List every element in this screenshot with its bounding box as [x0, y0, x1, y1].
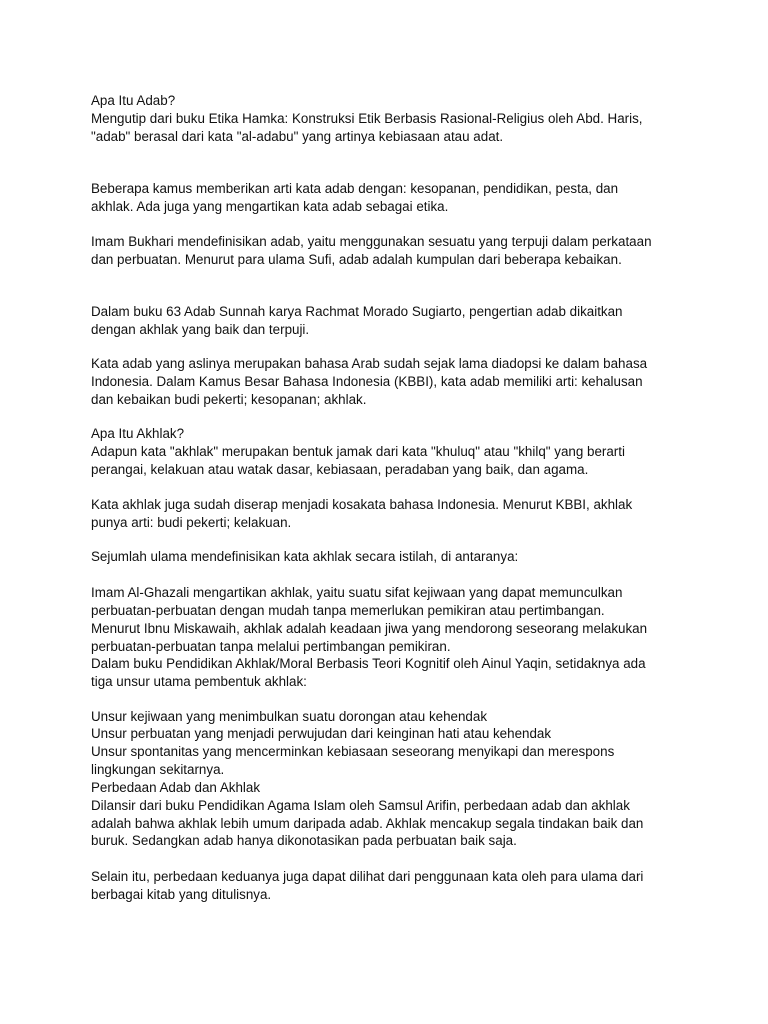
text-line: berbagai kitab yang ditulisnya.: [91, 887, 272, 902]
text-line: lingkungan sekitarnya.: [91, 762, 225, 777]
text-line: adalah bahwa akhlak lebih umum daripada adab. Akhlak mencakup segala tindakan baik dan: [91, 816, 644, 831]
heading-perbedaan-adab-dan-akhlak: Perbedaan Adab dan Akhlak: [91, 780, 261, 795]
list-item: Unsur perbuatan yang menjadi perwujudan dari keinginan hati atau kehendak: [91, 726, 552, 741]
heading-apa-itu-akhlak: Apa Itu Akhlak?: [91, 426, 185, 441]
list-item: Unsur spontanitas yang mencerminkan kebiasaan seseorang menyikapi dan merespons: [91, 744, 615, 759]
text-line: dan kebaikan budi pekerti; kesopanan; akhlak.: [91, 392, 367, 407]
text-line: buruk. Sedangkan adab hanya dikonotasikan pada perbuatan baik saja.: [91, 833, 517, 848]
text-line: dan perbuatan. Menurut para ulama Sufi, adab adalah kumpulan dari beberapa kebaikan.: [91, 252, 622, 267]
text-line: perbuatan-perbuatan tanpa melalui pertimbangan pemikiran.: [91, 639, 451, 654]
text-line: Dalam buku 63 Adab Sunnah karya Rachmat Morado Sugiarto, pengertian adab dikaitkan: [91, 304, 623, 319]
text-line: Menurut Ibnu Miskawaih, akhlak adalah keadaan jiwa yang mendorong seseorang melakukan: [91, 621, 648, 636]
text-line: Sejumlah ulama mendefinisikan kata akhlak secara istilah, di antaranya:: [91, 549, 519, 564]
list-item: Unsur kejiwaan yang menimbulkan suatu dorongan atau kehendak: [91, 709, 488, 724]
text-line: Imam Bukhari mendefinisikan adab, yaitu menggunakan sesuatu yang terpuji dalam perkataan: [91, 234, 652, 249]
text-line: Dilansir dari buku Pendidikan Agama Islam oleh Samsul Arifin, perbedaan adab dan akhlak: [91, 798, 630, 813]
text-line: "adab" berasal dari kata "al-adabu" yang artinya kebiasaan atau adat.: [91, 129, 504, 144]
text-line: Imam Al-Ghazali mengartikan akhlak, yaitu suatu sifat kejiwaan yang dapat memunculkan: [91, 585, 623, 600]
text-line: Mengutip dari buku Etika Hamka: Konstruksi Etik Berbasis Rasional-Religius oleh Abd. Haris,: [91, 111, 643, 126]
text-line: Dalam buku Pendidikan Akhlak/Moral Berbasis Teori Kognitif oleh Ainul Yaqin, setidaknya ada: [91, 656, 646, 671]
text-line: dengan akhlak yang baik dan terpuji.: [91, 322, 310, 337]
text-line: perbuatan-perbuatan dengan mudah tanpa memerlukan pemikiran atau pertimbangan.: [91, 603, 605, 618]
text-line: Indonesia. Dalam Kamus Besar Bahasa Indonesia (KBBI), kata adab memiliki arti: kehalusan: [91, 374, 643, 389]
text-line: akhlak. Ada juga yang mengartikan kata adab sebagai etika.: [91, 199, 449, 214]
text-line: Kata adab yang aslinya merupakan bahasa Arab sudah sejak lama diadopsi ke dalam bahasa: [91, 356, 648, 371]
text-line: perangai, kelakuan atau watak dasar, kebiasaan, peradaban yang baik, dan agama.: [91, 462, 589, 477]
text-line: Adapun kata "akhlak" merupakan bentuk jamak dari kata "khuluq" atau "khilq" yang berarti: [91, 444, 625, 459]
text-line: Beberapa kamus memberikan arti kata adab dengan: kesopanan, pendidikan, pesta, dan: [91, 181, 619, 196]
text-line: Selain itu, perbedaan keduanya juga dapat dilihat dari penggunaan kata oleh para ulama dari: [91, 869, 644, 884]
text-line: punya arti: budi pekerti; kelakuan.: [91, 515, 292, 530]
heading-apa-itu-adab: Apa Itu Adab?: [91, 93, 176, 108]
text-line: Kata akhlak juga sudah diserap menjadi kosakata bahasa Indonesia. Menurut KBBI, akhlak: [91, 497, 633, 512]
text-line: tiga unsur utama pembentuk akhlak:: [91, 674, 307, 689]
